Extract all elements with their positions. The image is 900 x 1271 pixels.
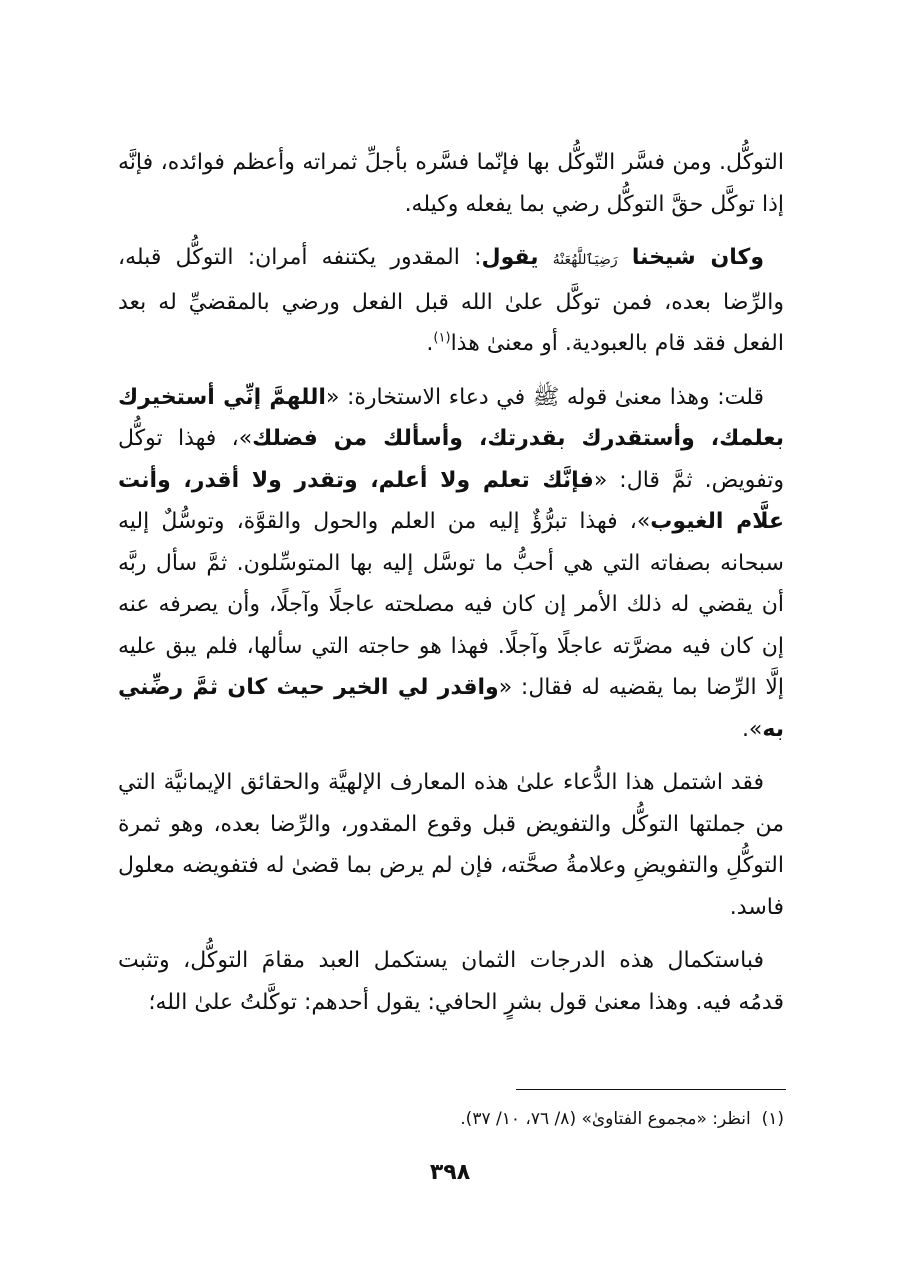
- quote-istikhara-1: اللهمَّ إنِّي أستخيرك بعلمك، وأستقدرك بقدرتك، وأسألك من فضلك: [118, 384, 784, 451]
- paragraph-3-comment-1: »، فهذا توكُّل وتفويض. ثمَّ قال: «: [118, 426, 784, 493]
- main-text: [118, 142, 784, 1035]
- page-number: ٣٩٨: [429, 1160, 471, 1185]
- paragraph-1: [118, 142, 784, 225]
- paragraph-3-intro: قلت: وهذا معنىٰ قوله: [566, 384, 765, 410]
- paragraph-4: [118, 762, 784, 928]
- salutation-glyph: ﷺ: [532, 384, 560, 410]
- footnote-reference: (١): [433, 330, 451, 346]
- paragraph-2: [118, 237, 784, 365]
- quote-istikhara-2: فإنَّك تعلم ولا أعلم، وتقدر ولا أقدر، وأنت علَّام الغيوب: [118, 467, 785, 534]
- paragraph-1-text: التوكُّل. ومن فسَّر التّوكُّل بها فإنّما فسَّره بأجلِّ ثمراته وأعظم فوائده، فإنَّه إذا توكَّل حقَّ التوكُّل رضي بما يفعله وكيله.: [118, 150, 784, 217]
- paragraph-3: [118, 377, 784, 751]
- quote-istikhara-3: واقدر لي الخير حيث كان ثمَّ رضِّني به: [118, 675, 784, 742]
- paragraph-2-end: .: [426, 331, 434, 356]
- paragraph-2-says: يقول: [481, 245, 539, 270]
- footnote-text: انظر: «مجموع الفتاوىٰ» (٨/ ٧٦، ١٠/ ٣٧).: [460, 1109, 751, 1129]
- paragraph-5: [118, 940, 784, 1023]
- paragraph-4-text: فقد اشتمل هذا الدُّعاء علىٰ هذه المعارف الإلهيَّة والحقائق الإيمانيَّة التي من جملتها التوكُّل والتفويض قبل وقوع المقدور، والرِّضا بعده، وهو ثمرة التوكُّلِ والتفويضِ وعلامةُ صحَّته، فإن لم يرض بما قضىٰ له فتفويضه معلول فاسد.: [118, 770, 784, 920]
- honorific-glyph: رَضِيَٱللَّهُعَنْهُ: [552, 252, 618, 268]
- paragraph-2-lead: وكان شيخنا: [631, 245, 764, 270]
- footnote-marker: (١): [761, 1109, 784, 1129]
- footnote-divider: [516, 1089, 786, 1090]
- footnote: [184, 1106, 784, 1132]
- paragraph-5-text: فباستكمال هذه الدرجات الثمان يستكمل العبد مقامَ التوكُّل، وتثبت قدمُه فيه. وهذا معنىٰ قول بشرٍ الحافي: يقول أحدهم: توكَّلتُ علىٰ الله؛: [118, 948, 784, 1015]
- paragraph-3-comment-2: »، فهذا تبرُّؤٌ إليه من العلم والحول والقوَّة، وتوسُّلٌ إليه سبحانه بصفاته التي هي أحبُّ ما توسَّل إليه بها المتوسِّلون. ثمَّ سأل ربَّه أن يقضي له ذلك الأمر إن كان فيه مصلحته عاجلًا وآجلًا، وأن يصرفه عنه إن كان فيه مضرَّته عاجلًا وآجلًا. فهذا هو حاجته التي سألها، فلم يبق عليه إلَّا الرِّضا بما يقضيه له فقال: «: [118, 509, 784, 700]
- paragraph-2-rest: : المقدور يكتنفه أمران: التوكُّل قبله، والرِّضا بعده، فمن توكَّل علىٰ الله قبل الفعل ورضي بالمقضيِّ له بعد الفعل فقد قام بالعبودية. أو معنىٰ هذا: [118, 245, 784, 356]
- paragraph-3-end: ».: [741, 716, 763, 742]
- paragraph-3-context: في دعاء الاستخارة: «: [325, 384, 526, 410]
